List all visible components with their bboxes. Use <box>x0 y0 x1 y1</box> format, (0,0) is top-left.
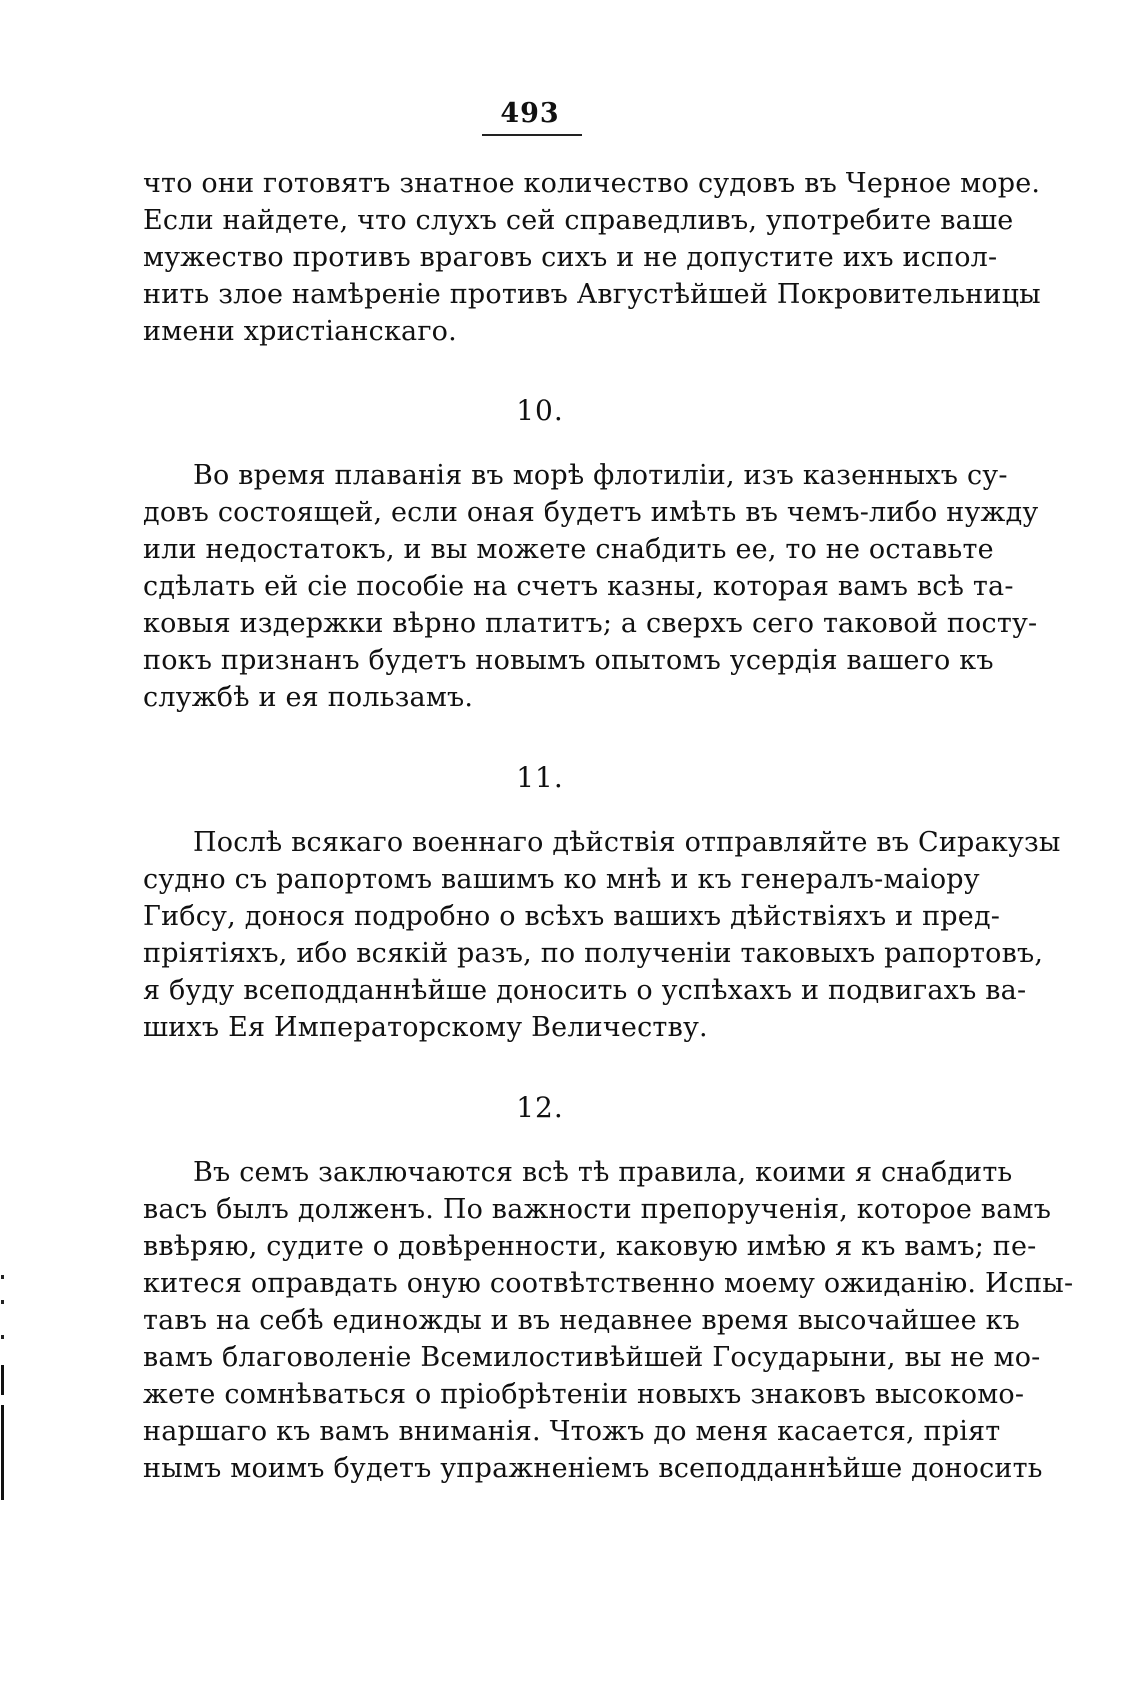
text-line: сдѣлать ей сіе пособіе на счетъ казны, которая вамъ всѣ та- <box>143 571 1014 602</box>
text-line: мужество противъ враговъ сихъ и не допустите ихъ испол- <box>143 242 998 273</box>
text-line: довъ состоящей, если оная будетъ имѣть въ чемъ-либо нужду <box>143 497 1039 528</box>
text-line: службѣ и ея пользамъ. <box>143 682 474 713</box>
text-line: судно съ рапортомъ вашимъ ко мнѣ и къ генералъ-маіору <box>143 864 980 895</box>
scan-artifact-dot <box>1 1275 4 1279</box>
text-line: Послѣ всякаго военнаго дѣйствія отправляйте въ Сиракузы <box>193 827 1061 858</box>
text-line: ковыя издержки вѣрно платитъ; а сверхъ сего таковой посту- <box>143 608 1038 639</box>
text-line: китеся оправдать оную соотвѣтственно моему ожиданію. Испы- <box>143 1268 1074 1299</box>
scan-artifact-mark <box>1 1405 4 1500</box>
section-number-10: 10. <box>516 394 564 427</box>
text-line: Въ семъ заключаются всѣ тѣ правила, коими я снабдить <box>193 1157 1013 1188</box>
text-line: вамъ благоволеніе Всемилостивѣйшей Государыни, вы не мо- <box>143 1342 1041 1373</box>
text-line: я буду всеподданнѣйше доносить о успѣхахъ и подвигахъ ва- <box>143 975 1027 1006</box>
section-number-12: 12. <box>516 1091 564 1124</box>
page-number: 493 <box>500 98 560 129</box>
scan-artifact-dot <box>1 1300 4 1304</box>
text-line: жете сомнѣваться о пріобрѣтеніи новыхъ знаковъ высокомо- <box>143 1379 1025 1410</box>
text-line: шихъ Ея Императорскому Величеству. <box>143 1012 708 1043</box>
text-line: или недостатокъ, и вы можете снабдить ее, то не оставьте <box>143 534 994 565</box>
text-line: Во время плаванія въ морѣ флотиліи, изъ казенныхъ су- <box>193 460 1008 491</box>
text-line: тавъ на себѣ единожды и въ недавнее время высочайшее къ <box>143 1305 1021 1336</box>
text-line: пріятіяхъ, ибо всякій разъ, по полученіи таковыхъ рапортовъ, <box>143 938 1044 969</box>
text-line: васъ былъ долженъ. По важности препорученія, которое вамъ <box>143 1194 1052 1225</box>
scan-artifact-dot <box>1 1335 4 1339</box>
page-number-rule <box>482 134 582 136</box>
text-line: ввѣряю, судите о довѣренности, каковую имѣю я къ вамъ; пе- <box>143 1231 1037 1262</box>
scan-artifact-mark <box>1 1365 4 1395</box>
section-number-11: 11. <box>516 761 564 794</box>
text-line: покъ признанъ будетъ новымъ опытомъ усердія вашего къ <box>143 645 994 676</box>
text-line: нить злое намѣреніе противъ Августѣйшей Покровительницы <box>143 279 1041 310</box>
text-line: Гибсу, донося подробно о всѣхъ вашихъ дѣйствіяхъ и пред- <box>143 901 1001 932</box>
text-line: имени христіанскаго. <box>143 316 457 347</box>
text-line: наршаго къ вамъ вниманія. Чтожъ до меня касается, пріят <box>143 1416 1001 1447</box>
text-line: Если найдете, что слухъ сей справедливъ, употребите ваше <box>143 205 1014 236</box>
text-line: нымъ моимъ будетъ упражненіемъ всеподданнѣйше доносить <box>143 1453 1043 1484</box>
text-line: что они готовятъ знатное количество судовъ въ Черное море. <box>143 168 1041 199</box>
